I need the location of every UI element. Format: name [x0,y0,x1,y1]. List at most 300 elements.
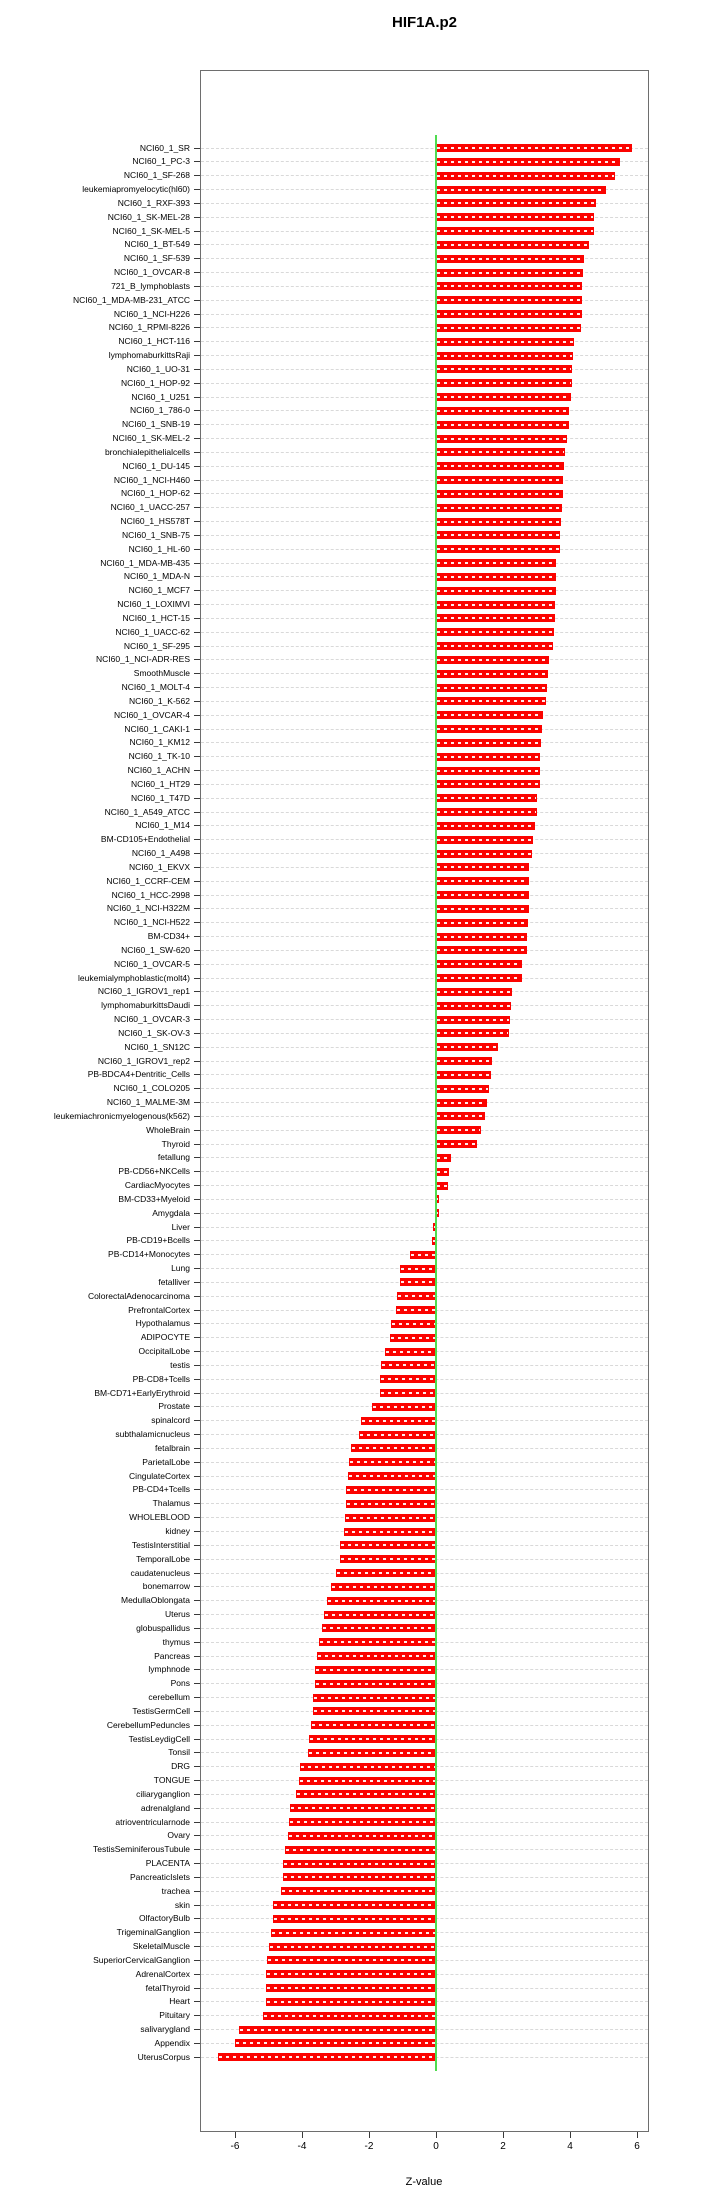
category-label: NCI60_1_SK-MEL-2 [112,433,190,444]
bar-dash-texture [437,562,555,564]
y-tick-mark [194,1462,200,1463]
y-tick-mark [194,1434,200,1435]
bar-dash-texture [297,1793,435,1795]
gridline [201,383,648,384]
bar-dash-texture [437,908,528,910]
category-label: TestisGermCell [132,1705,190,1716]
bar-dash-texture [437,866,528,868]
category-label: fetalbrain [155,1442,190,1453]
category-label: NCI60_1_HCT-116 [118,336,190,347]
y-tick-mark [194,300,200,301]
category-label: fetalliver [158,1276,190,1287]
bar [267,1956,436,1964]
bar-dash-texture [341,1558,435,1560]
bar-dash-texture [437,175,614,177]
bar [290,1804,436,1812]
y-tick-mark [194,1102,200,1103]
bar-dash-texture [282,1890,435,1892]
bar [436,794,537,802]
category-label: NCI60_1_CAKI-1 [124,723,190,734]
y-tick-mark [194,1199,200,1200]
y-tick-mark [194,742,200,743]
category-label: PrefrontalCortex [128,1304,190,1315]
gridline [201,908,648,909]
bar [349,1458,436,1466]
gridline [201,397,648,398]
bar [436,753,540,761]
y-tick-mark [194,701,200,702]
x-tick-label: 6 [634,2141,640,2152]
bar [340,1541,436,1549]
y-tick-mark [194,2029,200,2030]
y-tick-mark [194,452,200,453]
bar-dash-texture [381,1392,435,1394]
y-tick-mark [194,507,200,508]
gridline [201,659,648,660]
x-tick-label: 0 [433,2141,439,2152]
category-label: PancreaticIslets [130,1871,190,1882]
x-tick-mark [302,2132,303,2138]
x-tick-mark [436,2132,437,2138]
category-label: NCI60_1_UACC-62 [115,626,190,637]
y-tick-mark [194,632,200,633]
y-tick-mark [194,1822,200,1823]
y-tick-mark [194,258,200,259]
y-tick-mark [194,576,200,577]
gridline [201,549,648,550]
category-label: DRG [171,1761,190,1772]
category-label: lymphomaburkittsDaudi [101,1000,190,1011]
gridline [201,839,648,840]
category-label: TONGUE [153,1775,190,1786]
y-tick-mark [194,1835,200,1836]
y-tick-mark [194,535,200,536]
y-tick-mark [194,424,200,425]
category-label: NCI60_1_SN12C [124,1041,190,1052]
bar [436,1057,492,1065]
category-label: PB-CD8+Tcells [132,1373,190,1384]
plot-area [200,70,649,2132]
x-tick-label: 4 [567,2141,573,2152]
bar-dash-texture [352,1447,435,1449]
bar [436,656,549,664]
category-label: adrenalgland [140,1802,190,1813]
bar-dash-texture [289,1835,435,1837]
category-label: SkeletalMuscle [132,1941,190,1952]
bar [436,1140,477,1148]
category-label: ColorectalAdenocarcinoma [87,1290,190,1301]
category-label: PLACENTA [145,1858,190,1869]
bar-dash-texture [373,1406,435,1408]
bar-dash-texture [267,2001,435,2003]
bar-dash-texture [310,1738,435,1740]
y-tick-mark [194,493,200,494]
category-label: CingulateCortex [129,1470,190,1481]
bar [263,2012,436,2020]
category-label: Amygdala [152,1207,190,1218]
bar [436,144,632,152]
bar-dash-texture [274,1918,435,1920]
gridline [201,424,648,425]
bar [436,960,522,968]
y-tick-mark [194,521,200,522]
y-tick-mark [194,410,200,411]
bar [380,1389,436,1397]
category-label: PB-BDCA4+Dentritic_Cells [87,1069,190,1080]
y-tick-mark [194,1503,200,1504]
bar [315,1680,436,1688]
gridline [201,1061,648,1062]
gridline [201,881,648,882]
bar [327,1597,436,1605]
bar [273,1915,436,1923]
category-label: bonemarrow [142,1581,190,1592]
bar [436,310,582,318]
y-tick-mark [194,1227,200,1228]
gridline [201,867,648,868]
gridline [201,687,648,688]
bar [336,1569,436,1577]
gridline [201,770,648,771]
bar-dash-texture [286,1849,435,1851]
bar-dash-texture [437,1032,508,1034]
y-tick-mark [194,1517,200,1518]
category-label: NCI60_1_HOP-62 [121,488,190,499]
y-tick-mark [194,853,200,854]
bar [346,1486,436,1494]
category-label: fetallung [157,1152,190,1163]
bar [218,2053,436,2061]
bar [436,877,529,885]
bar [436,739,541,747]
x-tick-label: -2 [364,2141,374,2152]
y-tick-mark [194,839,200,840]
bar-dash-texture [437,631,553,633]
bar-dash-texture [437,991,511,993]
bar-dash-texture [437,1060,491,1062]
category-label: spinalcord [151,1415,190,1426]
bar-dash-texture [437,341,573,343]
bar [315,1666,436,1674]
y-tick-mark [194,244,200,245]
y-tick-mark [194,355,200,356]
y-tick-mark [194,922,200,923]
y-tick-mark [194,1282,200,1283]
bar [436,504,562,512]
y-tick-mark [194,908,200,909]
bar [400,1278,436,1286]
y-tick-mark [194,646,200,647]
bar [410,1251,436,1259]
bar-dash-texture [437,1088,488,1090]
x-tick-mark [503,2132,504,2138]
gridline [201,1047,648,1048]
y-tick-mark [194,2001,200,2002]
category-label: NCI60_1_SF-268 [123,170,190,181]
category-label: NCI60_1_PC-3 [132,156,190,167]
bar-dash-texture [284,1863,435,1865]
category-label: globuspallidus [136,1622,190,1633]
gridline [201,964,648,965]
y-tick-mark [194,950,200,951]
bar-dash-texture [341,1544,435,1546]
y-tick-mark [194,1794,200,1795]
category-label: lymphnode [148,1664,190,1675]
y-tick-mark [194,1586,200,1587]
bar [385,1348,436,1356]
bar-dash-texture [437,410,568,412]
bar [380,1375,436,1383]
y-tick-mark [194,1337,200,1338]
bar-dash-texture [437,617,554,619]
category-label: AdrenalCortex [135,1968,190,1979]
bar-dash-texture [316,1683,435,1685]
bar [331,1583,436,1591]
gridline [201,798,648,799]
category-label: NCI60_1_786-0 [129,405,190,416]
bar [390,1334,436,1342]
bar [436,379,572,387]
y-tick-mark [194,1033,200,1034]
category-label: 721_B_lymphoblasts [111,280,190,291]
y-tick-mark [194,936,200,937]
y-tick-mark [194,217,200,218]
bar-dash-texture [318,1655,435,1657]
bar-dash-texture [437,1171,448,1173]
bar-dash-texture [437,1198,438,1200]
bar-dash-texture [264,2015,435,2017]
bar [436,725,542,733]
bar-dash-texture [312,1724,435,1726]
bar-dash-texture [437,1212,438,1214]
bar [436,614,555,622]
bar-dash-texture [437,382,571,384]
bar [436,628,554,636]
zero-line [435,135,437,2071]
y-tick-mark [194,1489,200,1490]
bar [436,421,569,429]
category-label: Ovary [167,1830,190,1841]
bar-dash-texture [437,728,541,730]
bar [344,1528,436,1536]
category-label: NCI60_1_MDA-MB-231_ATCC [73,294,190,305]
bar-dash-texture [411,1254,435,1256]
bar [436,1029,509,1037]
bar [308,1749,436,1757]
bar [436,905,529,913]
category-label: NCI60_1_HT29 [130,778,190,789]
y-tick-mark [194,1932,200,1933]
y-tick-mark [194,327,200,328]
bar [436,573,556,581]
x-tick-label: -6 [230,2141,240,2152]
gridline [201,632,648,633]
gridline [201,493,648,494]
bar-dash-texture [347,1489,435,1491]
y-tick-mark [194,1351,200,1352]
bar [436,808,537,816]
y-tick-mark [194,798,200,799]
y-tick-mark [194,1531,200,1532]
bar [340,1555,436,1563]
bar [271,1929,436,1937]
category-label: caudatenucleus [130,1567,190,1578]
y-tick-mark [194,369,200,370]
category-label: NCI60_1_UACC-257 [110,502,190,513]
bar-dash-texture [267,1987,435,1989]
bar-dash-texture [437,700,545,702]
category-label: NCI60_1_OVCAR-3 [113,1014,190,1025]
category-label: lymphomaburkittsRaji [108,350,190,361]
bar-dash-texture [314,1710,435,1712]
y-tick-mark [194,466,200,467]
bar-dash-texture [349,1475,435,1477]
gridline [201,742,648,743]
y-tick-mark [194,1074,200,1075]
category-label: NCI60_1_NCI-H322M [106,903,190,914]
category-label: NCI60_1_COLO205 [113,1083,190,1094]
category-label: WHOLEBLOOD [129,1512,190,1523]
bar [359,1431,436,1439]
gridline [201,673,648,674]
gridline [201,1019,648,1020]
gridline [201,327,648,328]
y-tick-mark [194,1960,200,1961]
x-axis-title: Z-value [405,2176,443,2188]
category-label: WholeBrain [146,1124,190,1135]
gridline [201,341,648,342]
y-tick-mark [194,1656,200,1657]
category-label: NCI60_1_MCF7 [128,585,190,596]
x-tick-mark [637,2132,638,2138]
category-label: NCI60_1_K-562 [129,695,190,706]
category-label: thymus [162,1636,190,1647]
gridline [201,1144,648,1145]
category-label: NCI60_1_HCT-15 [122,612,190,623]
bar [436,1168,449,1176]
bar-dash-texture [325,1614,435,1616]
gridline [201,576,648,577]
bar-dash-texture [240,2029,435,2031]
category-label: NCI60_1_KM12 [129,737,190,748]
y-tick-mark [194,1905,200,1906]
y-tick-mark [194,1185,200,1186]
gridline [201,853,648,854]
bar-dash-texture [437,438,566,440]
bar-dash-texture [437,1115,484,1117]
y-tick-mark [194,175,200,176]
bar [436,407,569,415]
category-label: bronchialepithelialcells [104,446,190,457]
bar [299,1777,436,1785]
gridline [201,507,648,508]
bar-dash-texture [309,1752,435,1754]
bar-dash-texture [437,936,526,938]
y-tick-mark [194,1891,200,1892]
y-tick-mark [194,1019,200,1020]
category-label: NCI60_1_NCI-H226 [113,308,190,319]
y-tick-mark [194,1061,200,1062]
category-label: NCI60_1_T47D [130,792,190,803]
category-label: Pituitary [159,2010,190,2021]
y-tick-mark [194,1157,200,1158]
bar [283,1873,436,1881]
y-tick-mark [194,1545,200,1546]
gridline [201,438,648,439]
y-tick-mark [194,480,200,481]
bar [436,338,574,346]
bar-dash-texture [382,1364,435,1366]
gridline [201,978,648,979]
y-tick-mark [194,881,200,882]
bar-dash-texture [381,1378,435,1380]
category-label: NCI60_1_NCI-H522 [113,917,190,928]
bar-dash-texture [345,1531,435,1533]
y-tick-mark [194,978,200,979]
bar [235,2039,436,2047]
bar-dash-texture [437,161,619,163]
category-label: Heart [169,1996,190,2007]
y-tick-mark [194,1669,200,1670]
gridline [201,1130,648,1131]
y-tick-mark [194,1877,200,1878]
y-tick-mark [194,2057,200,2058]
category-label: NCI60_1_UO-31 [126,363,190,374]
y-tick-mark [194,964,200,965]
bar-dash-texture [267,1973,435,1975]
bar-dash-texture [437,216,593,218]
y-tick-mark [194,1808,200,1809]
bar-dash-texture [397,1309,435,1311]
bar-dash-texture [437,576,555,578]
bar-dash-texture [437,258,583,260]
bar [436,988,512,996]
gridline [201,355,648,356]
gridline [201,1213,648,1214]
bar [436,1099,487,1107]
bar [285,1846,436,1854]
bar-dash-texture [437,1129,480,1131]
bar [273,1901,436,1909]
bar-dash-texture [219,2056,435,2058]
y-tick-mark [194,1047,200,1048]
y-tick-mark [194,1683,200,1684]
bar [239,2026,436,2034]
bar [436,1071,491,1079]
bar [346,1500,436,1508]
bar [313,1707,436,1715]
gridline [201,701,648,702]
bar-dash-texture [398,1295,435,1297]
y-tick-mark [194,618,200,619]
bar [436,393,571,401]
y-tick-mark [194,1323,200,1324]
bar [436,1016,510,1024]
y-tick-mark [194,1379,200,1380]
y-tick-mark [194,438,200,439]
y-tick-mark [194,604,200,605]
bar-dash-texture [437,839,532,841]
y-tick-mark [194,1144,200,1145]
gridline [201,604,648,605]
bar [436,711,543,719]
category-label: NCI60_1_BT-549 [124,239,190,250]
y-tick-mark [194,1780,200,1781]
gridline [201,521,648,522]
bar [436,531,560,539]
category-label: Thalamus [152,1498,190,1509]
y-tick-mark [194,1005,200,1006]
